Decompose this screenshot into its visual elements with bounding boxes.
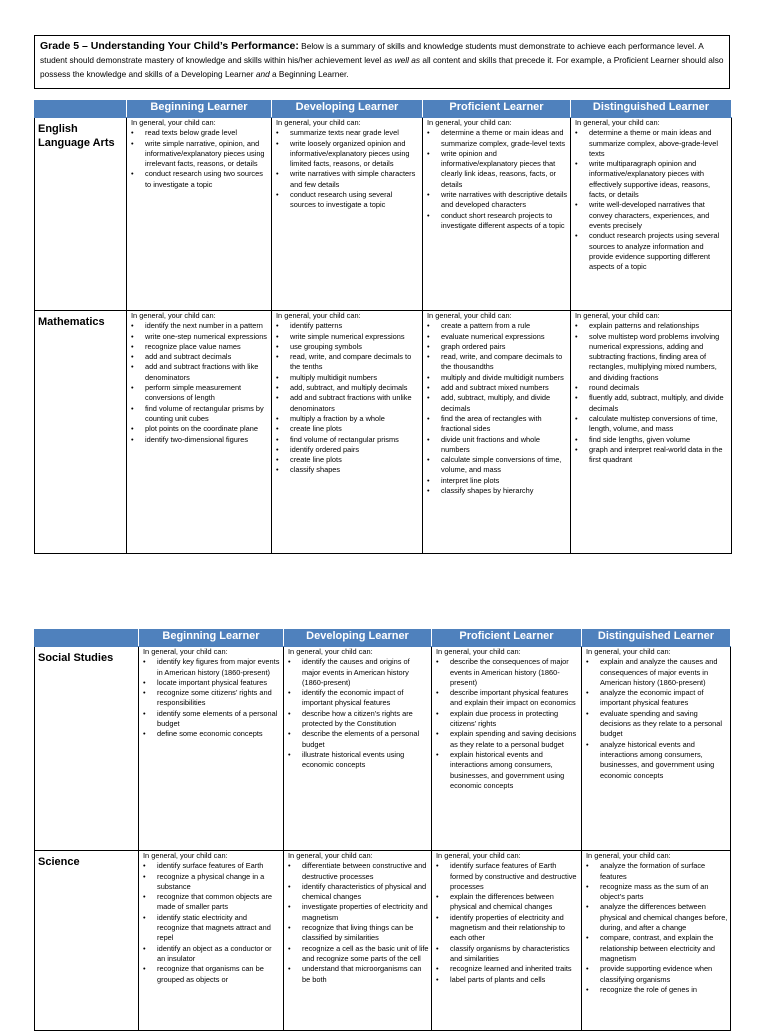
list-item: • recognize that common objects are made of smaller parts <box>141 892 281 913</box>
intro-emphasis-1: as well as <box>383 55 421 65</box>
list-item: • use grouping symbols <box>274 342 420 352</box>
list-item: • find volume of rectangular prisms <box>274 435 420 445</box>
list-item: • determine a theme or main ideas and summarize complex, above-grade-level texts <box>573 128 729 159</box>
list-item: • identify patterns <box>274 321 420 331</box>
list-item: • explain due process in protecting citizens’ rights <box>434 709 579 730</box>
list-item: • conduct research using several sources to investigate a topic <box>274 190 420 211</box>
list-item: • identify surface features of Earth <box>141 861 281 871</box>
distinguished-cell <box>571 311 732 554</box>
skill-list <box>434 657 579 791</box>
performance-table-1 <box>34 100 732 554</box>
skill-list <box>129 128 269 190</box>
list-item: • conduct research projects using several sources to analyze information and provide evidence supporting different aspects of a topic <box>573 231 729 272</box>
skill-list <box>141 657 281 739</box>
list-item: • analyze the formation of surface features <box>584 861 728 882</box>
general-prefix: In general, your child can: <box>586 647 671 656</box>
list-item: • find volume of rectangular prisms by counting unit cubes <box>129 404 269 425</box>
list-item: • locate important physical features <box>141 678 281 688</box>
list-item: • identify properties of electricity and magnetism and their relationship to each other <box>434 913 579 944</box>
list-item: • describe the consequences of major events in American history (1860-present) <box>434 657 579 688</box>
general-prefix: In general, your child can: <box>575 118 660 127</box>
list-item: • explain the differences between physical and chemical changes <box>434 892 579 913</box>
proficient-cell <box>423 311 571 554</box>
general-prefix: In general, your child can: <box>436 851 521 860</box>
developing-cell <box>284 647 432 851</box>
intro-box <box>34 35 730 89</box>
list-item: • describe important physical features and explain their impact on economics <box>434 688 579 709</box>
list-item: • classify shapes by hierarchy <box>425 486 568 496</box>
list-item: • calculate simple conversions of time, volume, and mass <box>425 455 568 476</box>
list-item: • compare, contrast, and explain the relationship between electricity and magnetism <box>584 933 728 964</box>
list-item: • fluently add, subtract, multiply, and divide decimals <box>573 393 729 414</box>
list-item: • analyze the economic impact of important physical features <box>584 688 728 709</box>
skill-list <box>584 657 728 781</box>
beginning-cell <box>127 311 272 554</box>
list-item: • recognize mass as the sum of an object’s parts <box>584 882 728 903</box>
list-item: • define some economic concepts <box>141 729 281 739</box>
list-item: • write one-step numerical expressions <box>129 332 269 342</box>
list-item: • calculate multistep conversions of time, length, volume, and mass <box>573 414 729 435</box>
list-item: • describe how a citizen’s rights are protected by the Constitution <box>286 709 429 730</box>
list-item: • explain historical events and interactions among consumers, businesses, and government using economic concepts <box>434 750 579 791</box>
list-item: • determine a theme or main ideas and summarize complex, grade-level texts <box>425 128 568 149</box>
general-prefix: In general, your child can: <box>586 851 671 860</box>
list-item: • identify characteristics of physical and chemical changes <box>286 882 429 903</box>
table-row <box>35 311 732 554</box>
intro-text-1: Below is a summary of skills and knowledge students must demonstrate to achieve each performance level. A student should demonstrate mastery of knowledge and skills within his/her achievement level <box>40 41 704 65</box>
skill-list <box>286 861 429 985</box>
skill-list <box>425 321 568 496</box>
list-item: • conduct short research projects to investigate different aspects of a topic <box>425 211 568 232</box>
list-item: • explain spending and saving decisions as they relate to a personal budget <box>434 729 579 750</box>
list-item: • identify ordered pairs <box>274 445 420 455</box>
page-title: Grade 5 – Understanding Your Child’s Performance: <box>40 40 299 52</box>
distinguished-cell <box>582 647 731 851</box>
skill-list <box>141 861 281 985</box>
header-blank-cell <box>35 101 127 118</box>
list-item: • understand that microorganisms can be both <box>286 964 429 985</box>
list-item: • recognize that living things can be classified by similarities <box>286 923 429 944</box>
list-item: • create line plots <box>274 424 420 434</box>
proficient-cell <box>432 647 582 851</box>
distinguished-cell <box>571 118 732 311</box>
intro-emphasis-2: and <box>255 69 270 79</box>
general-prefix: In general, your child can: <box>276 311 361 320</box>
list-item: • recognize the role of genes in <box>584 985 728 995</box>
list-item: • add and subtract decimals <box>129 352 269 362</box>
skill-list <box>573 128 729 272</box>
list-item: • find the area of rectangles with fractional sides <box>425 414 568 435</box>
list-item: • find side lengths, given volume <box>573 435 729 445</box>
list-item: • conduct research using two sources to investigate a topic <box>129 169 269 190</box>
list-item: • plot points on the coordinate plane <box>129 424 269 434</box>
beginning-cell <box>139 647 284 851</box>
header-blank-cell <box>35 630 139 647</box>
general-prefix: In general, your child can: <box>276 118 361 127</box>
list-item: • read, write, and compare decimals to the tenths <box>274 352 420 373</box>
list-item: • write simple narrative, opinion, and informative/explanatory pieces using irrelevant facts, reasons, or details <box>129 139 269 170</box>
intro-text-3: a Beginning Learner. <box>269 69 349 79</box>
list-item: • explain patterns and relationships <box>573 321 729 331</box>
distinguished-cell <box>582 851 731 1031</box>
list-item: • recognize that organisms can be grouped as objects or <box>141 964 281 985</box>
skill-list <box>286 657 429 770</box>
table-row <box>35 118 732 311</box>
list-item: • graph and interpret real-world data in the first quadrant <box>573 445 729 466</box>
header-proficient: Proficient Learner <box>423 101 571 118</box>
list-item: • recognize some citizens’ rights and responsibilities <box>141 688 281 709</box>
list-item: • write narratives with simple characters and few details <box>274 169 420 190</box>
list-item: • differentiate between constructive and destructive processes <box>286 861 429 882</box>
list-item: • identify two-dimensional figures <box>129 435 269 445</box>
table-row <box>35 851 731 1031</box>
list-item: • describe the elements of a personal budget <box>286 729 429 750</box>
header-distinguished: Distinguished Learner <box>571 101 732 118</box>
developing-cell <box>272 311 423 554</box>
list-item: • write opinion and informative/explanatory pieces that clearly link ideas, reasons, facts, or details <box>425 149 568 190</box>
proficient-cell <box>432 851 582 1031</box>
subject-label: Social Studies <box>35 647 139 851</box>
list-item: • recognize a physical change in a substance <box>141 872 281 893</box>
header-beginning: Beginning Learner <box>127 101 272 118</box>
list-item: • analyze historical events and interactions among consumers, businesses, and government using economic concepts <box>584 740 728 781</box>
list-item: • write well-developed narratives that convey characters, experiences, and events precisely <box>573 200 729 231</box>
skill-list <box>425 128 568 231</box>
list-item: • multiply a fraction by a whole <box>274 414 420 424</box>
list-item: • interpret line plots <box>425 476 568 486</box>
list-item: • add, subtract, and multiply decimals <box>274 383 420 393</box>
list-item: • illustrate historical events using economic concepts <box>286 750 429 771</box>
list-item: • explain and analyze the causes and consequences of major events in American history (1860-present) <box>584 657 728 688</box>
list-item: • recognize place value names <box>129 342 269 352</box>
list-item: • provide supporting evidence when classifying organisms <box>584 964 728 985</box>
list-item: • identify surface features of Earth formed by constructive and destructive processes <box>434 861 579 892</box>
list-item: • identify static electricity and recognize that magnets attract and repel <box>141 913 281 944</box>
subject-label: Mathematics <box>35 311 127 554</box>
list-item: • write narratives with descriptive details and developed characters <box>425 190 568 211</box>
list-item: • label parts of plants and cells <box>434 975 579 985</box>
subject-label: English Language Arts <box>35 118 127 311</box>
general-prefix: In general, your child can: <box>575 311 660 320</box>
general-prefix: In general, your child can: <box>427 118 512 127</box>
list-item: • add and subtract fractions with unlike denominators <box>274 393 420 414</box>
list-item: • classify organisms by characteristics and similarities <box>434 944 579 965</box>
beginning-cell <box>139 851 284 1031</box>
general-prefix: In general, your child can: <box>131 311 216 320</box>
skill-list <box>274 128 420 210</box>
list-item: • identify the economic impact of important physical features <box>286 688 429 709</box>
performance-table-2 <box>34 629 731 1031</box>
list-item: • investigate properties of electricity and magnetism <box>286 902 429 923</box>
subject-label: Science <box>35 851 139 1031</box>
general-prefix: In general, your child can: <box>427 311 512 320</box>
table-row <box>35 647 731 851</box>
list-item: • read texts below grade level <box>129 128 269 138</box>
header-beginning: Beginning Learner <box>139 630 284 647</box>
list-item: • write multiparagraph opinion and informative/explanatory pieces with effectively supportive ideas, reasons, facts, or details <box>573 159 729 200</box>
list-item: • multiply and divide multidigit numbers <box>425 373 568 383</box>
skill-list <box>129 321 269 445</box>
list-item: • analyze the differences between physical and chemical changes before, during, and after a change <box>584 902 728 933</box>
list-item: • identify the causes and origins of major events in American history (1860-present) <box>286 657 429 688</box>
general-prefix: In general, your child can: <box>288 851 373 860</box>
list-item: • read, write, and compare decimals to the thousandths <box>425 352 568 373</box>
skill-list <box>434 861 579 985</box>
list-item: • add, subtract, multiply, and divide decimals <box>425 393 568 414</box>
general-prefix: In general, your child can: <box>288 647 373 656</box>
developing-cell <box>284 851 432 1031</box>
list-item: • graph ordered pairs <box>425 342 568 352</box>
header-developing: Developing Learner <box>284 630 432 647</box>
general-prefix: In general, your child can: <box>143 851 228 860</box>
list-item: • identify an object as a conductor or an insulator <box>141 944 281 965</box>
list-item: • recognize learned and inherited traits <box>434 964 579 974</box>
list-item: • classify shapes <box>274 465 420 475</box>
skill-list <box>274 321 420 475</box>
header-distinguished: Distinguished Learner <box>582 630 731 647</box>
developing-cell <box>272 118 423 311</box>
general-prefix: In general, your child can: <box>436 647 521 656</box>
list-item: • divide unit fractions and whole numbers <box>425 435 568 456</box>
list-item: • recognize a cell as the basic unit of life and recognize some parts of the cell <box>286 944 429 965</box>
skill-list <box>584 861 728 995</box>
intro-text-2: all content and skills that precede it. For example, a Proficient Learner should also possess the knowledge and skills of a Developing Learner <box>40 55 724 79</box>
list-item: • perform simple measurement conversions of length <box>129 383 269 404</box>
list-item: • identify key figures from major events in American history (1860-present) <box>141 657 281 678</box>
list-item: • write loosely organized opinion and informative/explanatory pieces using limited facts, reasons, or details <box>274 139 420 170</box>
list-item: • multiply multidigit numbers <box>274 373 420 383</box>
beginning-cell <box>127 118 272 311</box>
table-header-row <box>35 630 731 647</box>
list-item: • create a pattern from a rule <box>425 321 568 331</box>
header-proficient: Proficient Learner <box>432 630 582 647</box>
list-item: • write simple numerical expressions <box>274 332 420 342</box>
list-item: • round decimals <box>573 383 729 393</box>
list-item: • identify the next number in a pattern <box>129 321 269 331</box>
list-item: • identify some elements of a personal budget <box>141 709 281 730</box>
list-item: • evaluate numerical expressions <box>425 332 568 342</box>
list-item: • add and subtract fractions with like denominators <box>129 362 269 383</box>
list-item: • summarize texts near grade level <box>274 128 420 138</box>
general-prefix: In general, your child can: <box>143 647 228 656</box>
table-header-row <box>35 101 732 118</box>
list-item: • solve multistep word problems involving numerical expressions, adding and subtracting fractions, finding area of rectangles, multiplying mixed numbers, and dividing fractions <box>573 332 729 383</box>
list-item: • add and subtract mixed numbers <box>425 383 568 393</box>
skill-list <box>573 321 729 465</box>
list-item: • create line plots <box>274 455 420 465</box>
list-item: • evaluate spending and saving decisions as they relate to a personal budget <box>584 709 728 740</box>
general-prefix: In general, your child can: <box>131 118 216 127</box>
header-developing: Developing Learner <box>272 101 423 118</box>
proficient-cell <box>423 118 571 311</box>
